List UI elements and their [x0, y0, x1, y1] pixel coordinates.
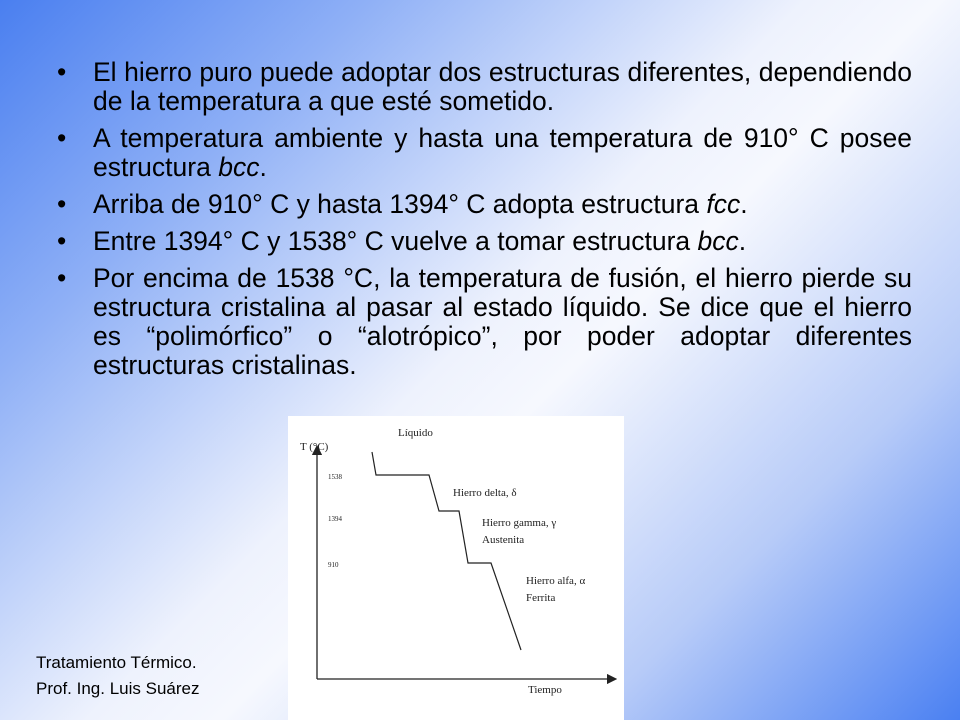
label-liquid: Líquido	[398, 427, 433, 439]
bullet-end-3: .	[740, 189, 748, 219]
bullet-text-1: El hierro puro puede adoptar dos estructuras diferentes, dependiendo de la temperatura a que esté sometido.	[93, 57, 912, 116]
iron-allotropy-figure	[288, 416, 624, 720]
tick-910: 910	[328, 561, 339, 569]
bullet-text-4: Entre 1394° C y 1538° C vuelve a tomar estructura	[93, 226, 698, 256]
bullet-emphasis-4: bcc	[697, 226, 739, 256]
bullet-text-2: A temperatura ambiente y hasta una temperatura de 910° C posee estructura	[93, 123, 912, 182]
tick-1538: 1538	[328, 473, 342, 481]
bullet-item-3	[57, 190, 912, 219]
footer-author: Prof. Ing. Luis Suárez	[36, 679, 200, 698]
bullet-emphasis-3: fcc	[706, 189, 741, 219]
label-alpha: Hierro alfa, α	[526, 575, 586, 587]
bullet-dot: •	[57, 123, 67, 153]
bullet-dot: •	[57, 226, 67, 256]
label-delta: Hierro delta, δ	[453, 487, 517, 499]
footer-course: Tratamiento Térmico.	[36, 653, 197, 672]
bullet-item-2	[57, 124, 912, 182]
tick-1394: 1394	[328, 515, 342, 523]
bullet-item-5	[57, 264, 912, 380]
bullet-item-1	[57, 58, 912, 116]
bullet-dot: •	[57, 189, 67, 219]
bullet-end-2: .	[259, 152, 267, 182]
bullet-text-3: Arriba de 910° C y hasta 1394° C adopta estructura	[93, 189, 707, 219]
bullet-end-4: .	[738, 226, 747, 256]
bullet-list	[57, 58, 912, 388]
bullet-text-5: Por encima de 1538 °C, la temperatura de fusión, el hierro pierde su estructura cristalina al pasar al estado líquido. Se dice que el hierro es “polimórfico” o “alotrópico”, por poder adoptar diferentes estructuras cristalinas.	[93, 263, 912, 380]
bullet-emphasis-2: bcc	[218, 152, 260, 182]
label-gamma: Hierro gamma, γ	[482, 517, 557, 529]
label-ferrite: Ferrita	[526, 592, 556, 604]
footer-credits	[36, 650, 199, 702]
x-axis-label: Tiempo	[528, 684, 562, 696]
bullet-dot: •	[57, 263, 67, 293]
cooling-curve	[372, 452, 521, 650]
y-axis-label: T (°C)	[300, 441, 329, 453]
bullet-dot: •	[57, 57, 67, 87]
bullet-item-4	[57, 227, 912, 256]
label-austenite: Austenita	[482, 534, 525, 546]
cooling-curve-diagram	[288, 416, 624, 720]
